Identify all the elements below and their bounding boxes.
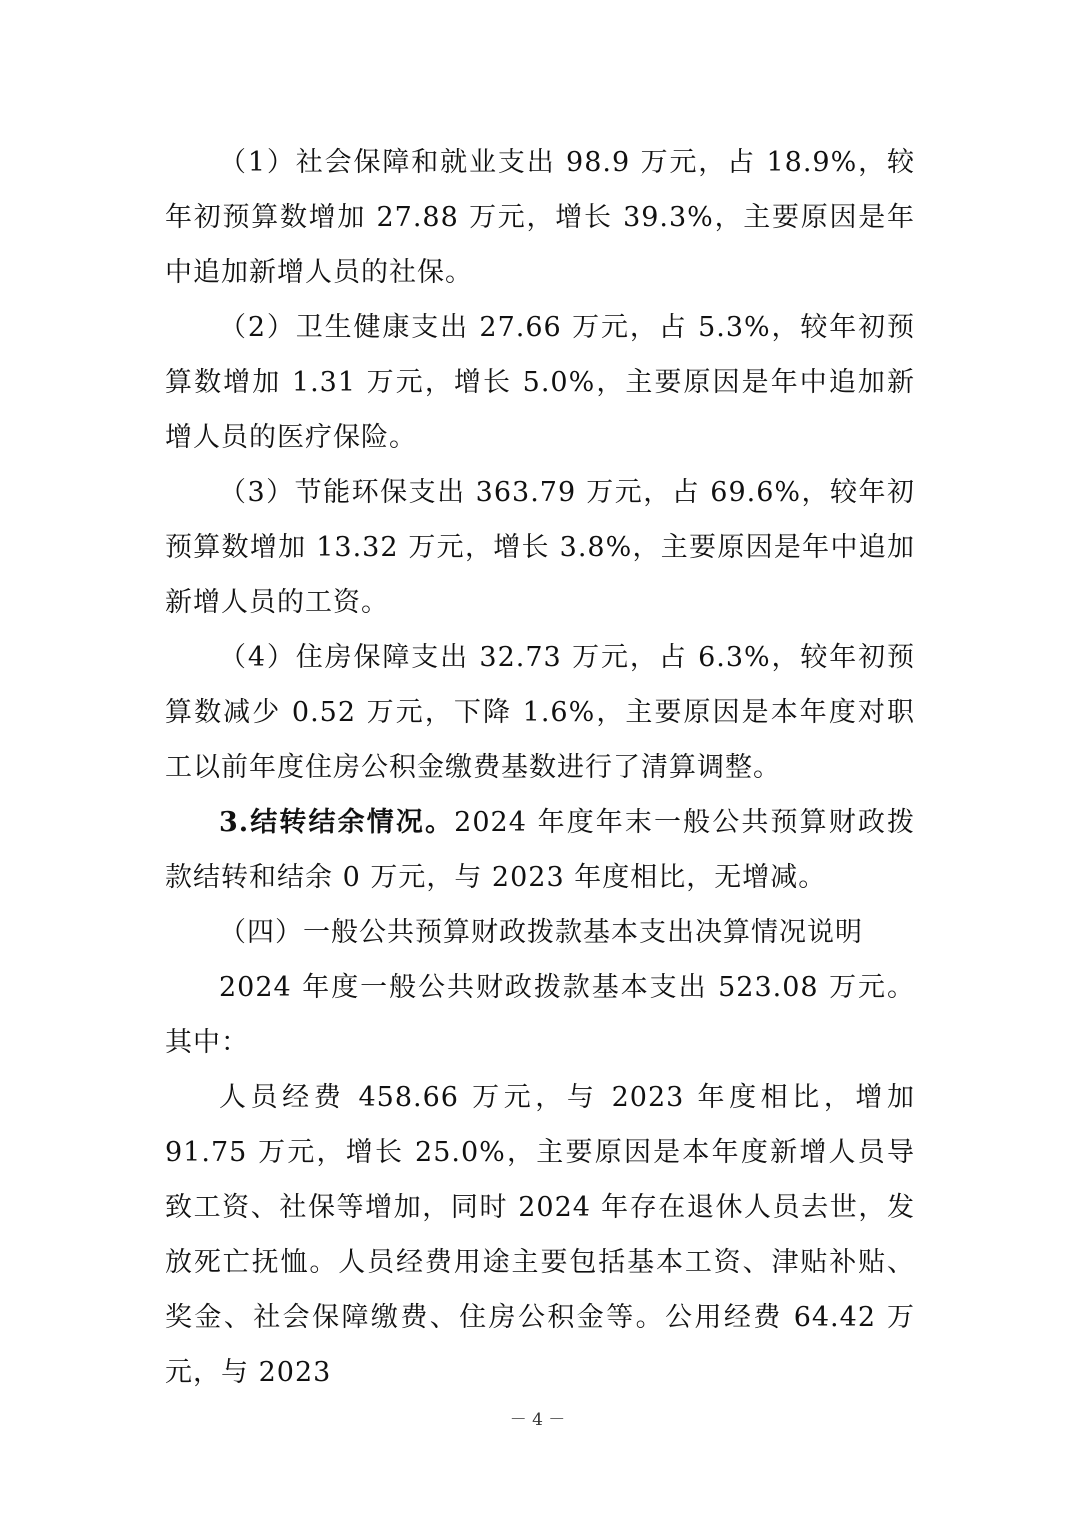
carryover-lead: 3.结转结余情况。 [219,807,455,838]
paragraph-health: （2）卫生健康支出 27.66 万元，占 5.3%，较年初预算数增加 1.31 万元，增长 5.0%，主要原因是年中追加新增人员的医疗保险。 [165,312,915,453]
paragraph-housing: （4）住房保障支出 32.73 万元，占 6.3%，较年初预算数减少 0.52 万元，下降 1.6%，主要原因是本年度对职工以前年度住房公积金缴费基数进行了清算调整。 [165,642,915,783]
paragraph-basic-expenditure-total: 2024 年度一般公共财政拨款基本支出 523.08 万元。其中： [165,972,915,1058]
paragraph-carryover [165,795,915,905]
paragraph-energy-environment: （3）节能环保支出 363.79 万元，占 69.6%，较年初预算数增加 13.32 万元，增长 3.8%，主要原因是年中追加新增人员的工资。 [165,477,915,618]
paragraph-social-security: （1）社会保障和就业支出 98.9 万元，占 18.9%，较年初预算数增加 27.88 万元，增长 39.3%，主要原因是年中追加新增人员的社保。 [165,147,915,288]
paragraph-personnel-expenses: 人员经费 458.66 万元，与 2023 年度相比，增加 91.75 万元，增长 25.0%，主要原因是本年度新增人员导致工资、社保等增加，同时 2024 年存在退休人员去世，发放死亡抚恤。人员经费用途主要包括基本工资、津贴补贴、奖金、社会保障缴费、住房公积金等。公用经费 64.42 万元，与 2023 [165,1082,915,1388]
carryover-body: 2024 年度年末一般公共预算财政拨款结转和结余 0 万元，与 2023 年度相比，无增减。 [165,807,916,893]
page-number: － 4 － [509,1410,566,1430]
section-heading-basic-expenditure: （四）一般公共预算财政拨款基本支出决算情况说明 [219,917,863,948]
body-text [165,135,915,1400]
